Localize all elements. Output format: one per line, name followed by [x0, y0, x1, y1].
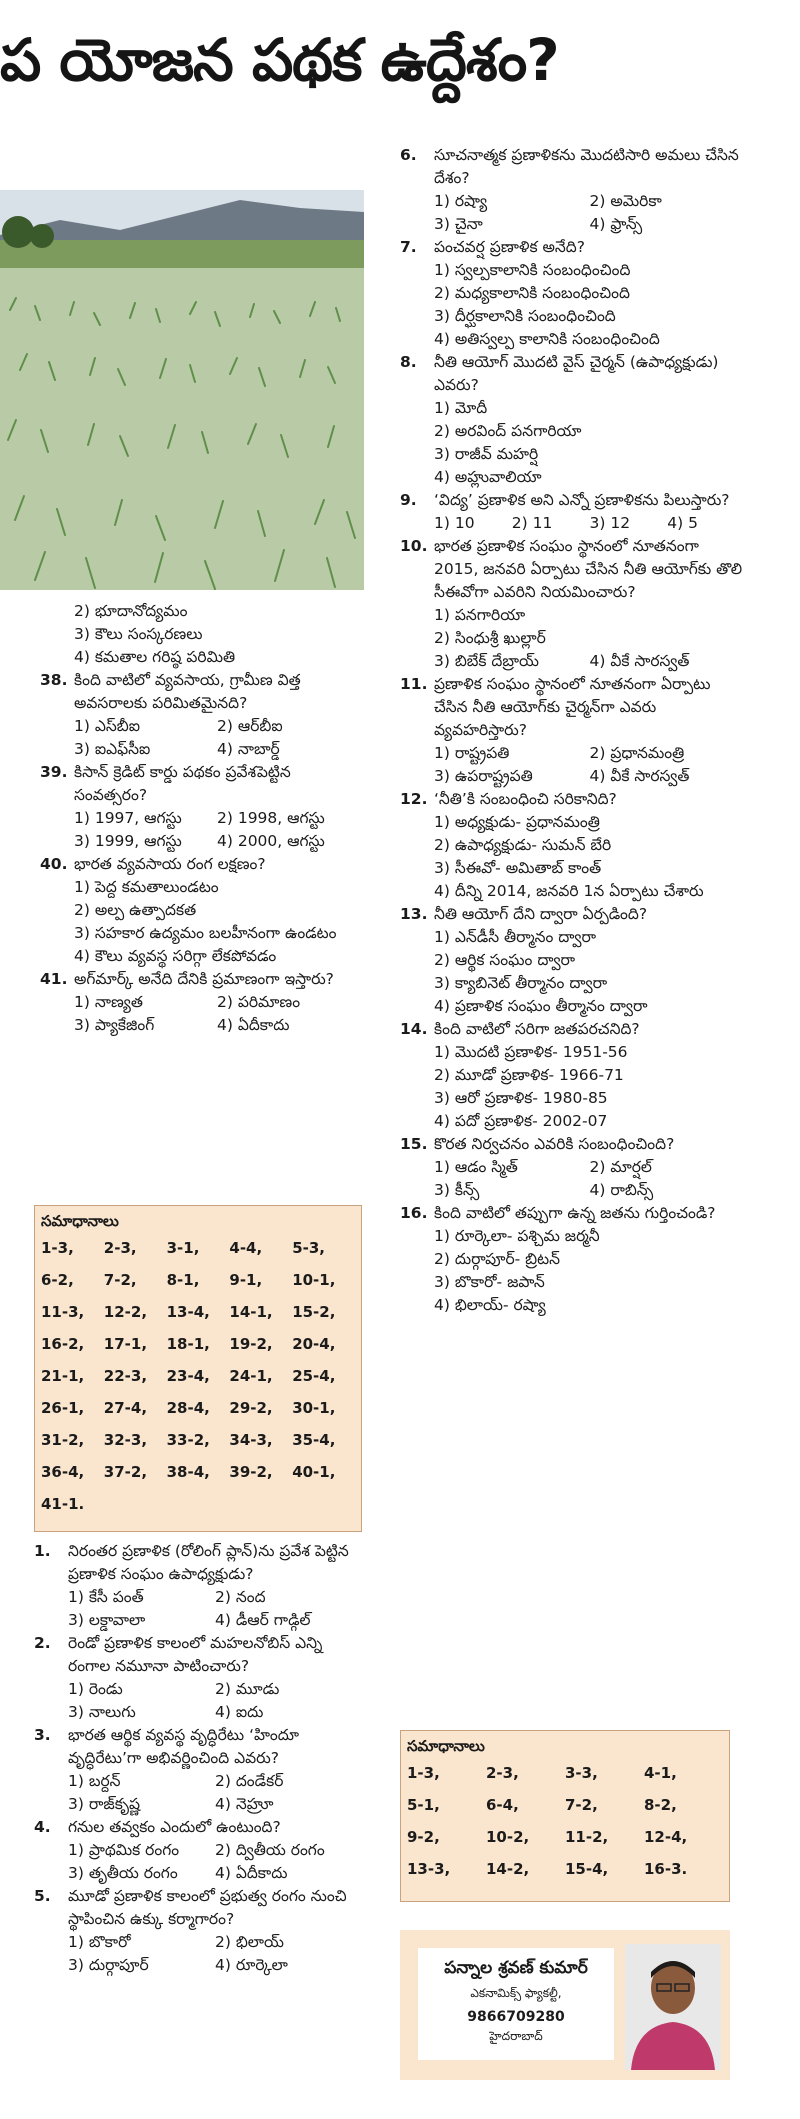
- question-number: 38.: [40, 671, 68, 689]
- option: 2) అల్ప ఉత్పాదకత: [74, 901, 197, 919]
- answer-item: 28-4,: [166, 1399, 210, 1417]
- question-number: 11.: [400, 675, 428, 693]
- question-number: 12.: [400, 790, 428, 808]
- option: 2) మూడో ప్రణాళిక- 1966-71: [434, 1066, 624, 1084]
- answer-item: 27-4,: [103, 1399, 148, 1417]
- answer-item: 19-2,: [229, 1335, 273, 1353]
- question-number: 14.: [400, 1020, 428, 1038]
- right-column: [400, 144, 745, 1317]
- question-text: భారత వ్యవసాయ రంగ లక్షణం?: [74, 855, 266, 873]
- author-role: ఎకనామిక్స్ ఫ్యాకల్టీ,: [470, 1986, 562, 2000]
- question-8: [400, 351, 745, 489]
- answer-item: 31-2,: [41, 1431, 85, 1449]
- answer-item: 8-1,: [166, 1271, 200, 1289]
- option: 3) సహకార ఉద్యమం బలహీనంగా ఉండటం: [74, 924, 337, 942]
- answer-item: 24-1,: [229, 1367, 273, 1385]
- option: 3) ఉపరాష్ట్రపతి: [434, 767, 533, 785]
- question-1: [34, 1540, 362, 1632]
- author-photo: [625, 1944, 721, 2070]
- question-text: అగ్‌మార్క్ అనేది దేనికి ప్రమాణంగా ఇస్తారు?: [74, 970, 334, 988]
- question-text: భారత ఆర్థిక వ్యవస్థ వృద్ధిరేటు ‘హిందూ వృద్ధిరేటు’గా అభివర్ణించింది ఎవరు?: [68, 1726, 299, 1767]
- question-number: 7.: [400, 238, 417, 256]
- question-text: కింది వాటిలో వ్యవసాయ, గ్రామీణ విత్త అవసరాలకు పరిమితమైనది?: [74, 671, 301, 712]
- question-38: [40, 669, 360, 761]
- question-text: సూచనాత్మక ప్రణాళికను మొదటిసారి అమలు చేసిన దేశం?: [434, 146, 739, 187]
- option: 2) మధ్యకాలానికి సంబంధించింది: [434, 284, 630, 302]
- option: 3) కీన్స్: [434, 1181, 480, 1199]
- answer-item: 3-1,: [166, 1239, 200, 1257]
- question-number: 15.: [400, 1135, 428, 1153]
- option: 1) అధ్యక్షుడు- ప్రధానమంత్రి: [434, 813, 600, 831]
- author-phone: 9866709280: [467, 2009, 565, 2025]
- option: 3) లక్డావాలా: [68, 1611, 146, 1629]
- option: 3) రాజ్‌కృష్ణ: [68, 1795, 141, 1813]
- answer-item: 15-2,: [292, 1303, 336, 1321]
- answer-item: 36-4,: [41, 1463, 85, 1481]
- option: 4) డీఆర్ గాడ్గిల్: [215, 1611, 311, 1629]
- question-text: గనుల తవ్వకం ఎందులో ఉంటుంది?: [68, 1818, 281, 1836]
- answer-item: 20-4,: [292, 1335, 336, 1353]
- answer-item: 5-3,: [292, 1239, 325, 1257]
- answer-item: 11-2,: [565, 1828, 609, 1846]
- question-text: నీతి ఆయోగ్ దేని ద్వారా ఏర్పడింది?: [434, 905, 648, 923]
- option: 4) నాబార్డ్: [217, 740, 280, 758]
- answer-item: 12-2,: [103, 1303, 148, 1321]
- option: 4) పదో ప్రణాళిక- 2002-07: [434, 1112, 608, 1130]
- answer-item: 2-3,: [486, 1764, 519, 1782]
- question-15: [400, 1133, 745, 1202]
- answer-item: 32-3,: [103, 1431, 148, 1449]
- answer-item: 22-3,: [103, 1367, 148, 1385]
- answer-item: 30-1,: [292, 1399, 336, 1417]
- question-11: [400, 673, 745, 788]
- option: 3) 1999, ఆగస్టు: [74, 832, 182, 850]
- option: 4) నెహ్రూ: [215, 1795, 274, 1813]
- option: 1) రాష్ట్రపతి: [434, 744, 510, 762]
- answer-item: 5-1,: [407, 1796, 440, 1814]
- q37-tail-options: [74, 600, 360, 669]
- paddy-field-illustration: [0, 190, 364, 590]
- option: 3) కౌలు సంస్కరణలు: [74, 625, 203, 643]
- left-column: [40, 600, 360, 1037]
- option: 2) అమెరికా: [589, 192, 662, 210]
- option: 1) 10: [434, 514, 475, 532]
- option: 2) ఉపాధ్యక్షుడు- సుమన్ బేరి: [434, 836, 612, 854]
- option: 1) రెండు: [68, 1680, 123, 1698]
- answers-title: సమాధానాలు: [407, 1737, 485, 1755]
- option: 4) ఏదీకాదు: [217, 1016, 290, 1034]
- answer-item: 38-4,: [166, 1463, 210, 1481]
- option: 3) ఆరో ప్రణాళిక- 1980-85: [434, 1089, 608, 1107]
- answers-grid: [401, 1761, 729, 1887]
- option: 4) 5: [667, 514, 698, 532]
- question-9: [400, 489, 745, 535]
- question-5: [34, 1885, 362, 1977]
- option: 2) భూదానోద్యమం: [74, 602, 188, 620]
- answer-item: 13-4,: [166, 1303, 210, 1321]
- option: 3) నాలుగు: [68, 1703, 136, 1721]
- answer-item: 21-1,: [41, 1367, 85, 1385]
- author-name: పన్నాల శ్రవణ్ కుమార్: [444, 1958, 588, 1978]
- answers-box-1: [34, 1205, 362, 1532]
- question-39: [40, 761, 360, 853]
- question-text: కిసాన్ క్రెడిట్ కార్డు పథకం ప్రవేశపెట్టిన సంవత్సరం?: [74, 763, 291, 804]
- question-text: నిరంతర ప్రణాళిక (రోలింగ్ ప్లాన్)ను ప్రవేశ పెట్టిన ప్రణాళిక సంఘం ఉపాధ్యక్షుడు?: [68, 1542, 349, 1583]
- option: 3) బొకారో- జపాన్: [434, 1273, 545, 1291]
- option: 2) పరిమాణం: [217, 993, 301, 1011]
- option: 1) 1997, ఆగస్టు: [74, 809, 182, 827]
- option: 2) భిలాయ్: [215, 1933, 284, 1951]
- answer-item: 9-1,: [229, 1271, 263, 1289]
- question-number: 16.: [400, 1204, 428, 1222]
- question-3: [34, 1724, 362, 1816]
- answer-item: 14-2,: [486, 1860, 530, 1878]
- paddy-field-photo: [0, 190, 364, 590]
- question-14: [400, 1018, 745, 1133]
- question-text: కొరత నిర్వచనం ఎవరికి సంబంధించింది?: [434, 1135, 675, 1153]
- option: 3) దీర్ఘకాలానికి సంబంధించింది: [434, 307, 616, 325]
- answer-item: 23-4,: [166, 1367, 210, 1385]
- question-text: ‘విద్య’ ప్రణాళిక అని ఎన్నో ప్రణాళికను పిలుస్తారు?: [434, 491, 730, 509]
- answer-item: 14-1,: [229, 1303, 273, 1321]
- question-number: 1.: [34, 1542, 51, 1560]
- answers-box-2: [400, 1730, 730, 1902]
- question-16: [400, 1202, 745, 1317]
- answer-item: 6-2,: [41, 1271, 74, 1289]
- answer-item: 10-2,: [486, 1828, 530, 1846]
- question-10: [400, 535, 745, 673]
- question-number: 10.: [400, 537, 428, 555]
- option: 2) ఆర్‌బీఐ: [217, 717, 283, 735]
- option: 1) పెద్ద కమతాలుండటం: [74, 878, 219, 896]
- option: 1) బొకారో: [68, 1933, 131, 1951]
- question-number: 41.: [40, 970, 68, 988]
- option: 3) ఐఎఫ్‌సీఐ: [74, 740, 151, 758]
- option: 3) 12: [589, 514, 631, 532]
- answer-item: 11-3,: [41, 1303, 85, 1321]
- question-7: [400, 236, 745, 351]
- answer-item: 29-2,: [229, 1399, 273, 1417]
- option: 1) ఎన్‌డీసీ తీర్మానం ద్వారా: [434, 928, 597, 946]
- option: 4) అహ్లువాలియా: [434, 468, 542, 486]
- question-40: [40, 853, 360, 968]
- question-text: పంచవర్ష ప్రణాళిక అనేది?: [434, 238, 585, 256]
- option: 4) వీకే సారస్వత్: [589, 767, 690, 785]
- answers-title: సమాధానాలు: [41, 1212, 119, 1230]
- answer-item: 1-3,: [41, 1239, 74, 1257]
- question-number: 3.: [34, 1726, 51, 1744]
- option: 1) నాణ్యత: [74, 993, 143, 1011]
- question-number: 39.: [40, 763, 68, 781]
- answer-item: 3-3,: [565, 1764, 598, 1782]
- answer-item: 39-2,: [229, 1463, 273, 1481]
- option: 2) మూడు: [215, 1680, 280, 1698]
- answer-item: 41-1.: [41, 1495, 85, 1513]
- answer-item: 34-3,: [229, 1431, 273, 1449]
- option: 2) 11: [511, 514, 553, 532]
- question-text: ‘నీతి’కి సంబంధించి సరికానిది?: [434, 790, 617, 808]
- question-number: 5.: [34, 1887, 51, 1905]
- option: 2) 1998, ఆగస్టు: [217, 809, 325, 827]
- answer-item: 2-3,: [103, 1239, 137, 1257]
- question-number: 40.: [40, 855, 68, 873]
- question-text: భారత ప్రణాళిక సంఘం స్థానంలో నూతనంగా 2015, జనవరి ఏర్పాటు చేసిన నీతి ఆయోగ్‌కు తొలి సీఈవోగా ఎవరిని నియమించారు?: [434, 537, 743, 601]
- answers-grid: [35, 1236, 361, 1522]
- option: 1) రూర్కెలా- పశ్చిమ జర్మనీ: [434, 1227, 600, 1245]
- option: 2) ఆర్థిక సంఘం ద్వారా: [434, 951, 576, 969]
- question-text: రెండో ప్రణాళిక కాలంలో మహలనోబిస్ ఎన్ని రంగాల నమూనా పాటించారు?: [68, 1634, 323, 1675]
- option: 3) చైనా: [434, 215, 483, 233]
- option: 1) కేసీ పంత్: [68, 1588, 144, 1606]
- option: 1) మోదీ: [434, 399, 488, 417]
- answer-item: 17-1,: [103, 1335, 148, 1353]
- author-info: [418, 1948, 614, 2060]
- question-text: ప్రణాళిక సంఘం స్థానంలో నూతనంగా ఏర్పాటు చేసిన నీతి ఆయోగ్‌కు చైర్మన్‌గా ఎవరు వ్యవహరిస్తారు?: [434, 675, 711, 739]
- question-text: కింది వాటిలో సరిగా జతపరచనిది?: [434, 1020, 640, 1038]
- option: 2) దుర్గాపూర్- బ్రిటన్: [434, 1250, 560, 1268]
- option: 2) నంద: [215, 1588, 266, 1606]
- answer-item: 18-1,: [166, 1335, 210, 1353]
- answer-item: 37-2,: [103, 1463, 148, 1481]
- answer-item: 7-2,: [565, 1796, 598, 1814]
- option: 3) ప్యాకేజింగ్: [74, 1016, 155, 1034]
- question-number: 6.: [400, 146, 417, 164]
- option: 1) ఎస్‌బీఐ: [74, 717, 140, 735]
- author-card: [400, 1930, 730, 2080]
- option: 2) అరవింద్ పనగారియా: [434, 422, 582, 440]
- option: 4) ప్రణాళిక సంఘం తీర్మానం ద్వారా: [434, 997, 648, 1015]
- question-number: 9.: [400, 491, 417, 509]
- question-2: [34, 1632, 362, 1724]
- option: 4) అతిస్వల్ప కాలానికి సంబంధించింది: [434, 330, 660, 348]
- option: 1) బర్దన్: [68, 1772, 121, 1790]
- option: 1) పనగారియా: [434, 606, 526, 624]
- answer-item: 16-3.: [644, 1860, 688, 1878]
- option: 3) సీఈవో- అమితాబ్ కాంత్: [434, 859, 602, 877]
- option: 4) ఏదీకాదు: [215, 1864, 288, 1882]
- option: 3) రాజీవ్ మహర్షి: [434, 445, 539, 463]
- question-13: [400, 903, 745, 1018]
- option: 3) క్యాబినెట్ తీర్మానం ద్వారా: [434, 974, 608, 992]
- answer-item: 13-3,: [407, 1860, 451, 1878]
- option: 4) రూర్కెలా: [215, 1956, 288, 1974]
- option: 2) మార్షల్: [589, 1158, 652, 1176]
- question-number: 4.: [34, 1818, 51, 1836]
- answer-item: 12-4,: [644, 1828, 688, 1846]
- option: 4) 2000, ఆగస్టు: [217, 832, 325, 850]
- option: 3) తృతీయ రంగం: [68, 1864, 178, 1882]
- answer-item: 16-2,: [41, 1335, 85, 1353]
- question-4: [34, 1816, 362, 1885]
- option: 3) బిబేక్ దేబ్రాయ్: [434, 652, 539, 670]
- question-text: నీతి ఆయోగ్ మొదటి వైస్ చైర్మన్ (ఉపాధ్యక్షుడు) ఎవరు?: [434, 353, 719, 394]
- option: 4) కౌలు వ్యవస్థ సరిగ్గా లేకపోవడం: [74, 947, 277, 965]
- option: 1) ఆడం స్మిత్: [434, 1158, 518, 1176]
- question-41: [40, 968, 360, 1037]
- answer-item: 7-2,: [103, 1271, 137, 1289]
- option: 4) రాబిన్స్: [589, 1181, 654, 1199]
- answer-item: 25-4,: [292, 1367, 336, 1385]
- answer-item: 15-4,: [565, 1860, 609, 1878]
- option: 4) వీకే సారస్వత్: [589, 652, 690, 670]
- answer-item: 9-2,: [407, 1828, 440, 1846]
- answer-item: 35-4,: [292, 1431, 336, 1449]
- option: 1) రష్యా: [434, 192, 488, 210]
- answer-item: 6-4,: [486, 1796, 519, 1814]
- option: 2) ప్రధానమంత్రి: [589, 744, 685, 762]
- answer-item: 4-1,: [644, 1764, 677, 1782]
- question-number: 8.: [400, 353, 417, 371]
- question-number: 2.: [34, 1634, 51, 1652]
- question-text: మూడో ప్రణాళిక కాలంలో ప్రభుత్వ రంగం నుంచి స్థాపించిన ఉక్కు కర్మాగారం?: [68, 1887, 347, 1928]
- question-text: కింది వాటిలో తప్పుగా ఉన్న జతను గుర్తించండి?: [434, 1204, 716, 1222]
- option: 4) దీన్ని 2014, జనవరి 1న ఏర్పాటు చేశారు: [434, 882, 704, 900]
- option: 2) సింధుశ్రీ ఖుల్లార్: [434, 629, 546, 647]
- option: 1) ప్రాథమిక రంగం: [68, 1841, 180, 1859]
- author-city: హైదరాబాద్: [489, 2029, 543, 2043]
- option: 4) భిలాయ్- రష్యా: [434, 1296, 546, 1314]
- option: 2) ద్వితీయ రంగం: [215, 1841, 325, 1859]
- answer-item: 1-3,: [407, 1764, 440, 1782]
- option: 1) మొదటి ప్రణాళిక- 1951-56: [434, 1043, 628, 1061]
- answer-item: 4-4,: [229, 1239, 263, 1257]
- answer-item: 40-1,: [292, 1463, 336, 1481]
- answer-item: 10-1,: [292, 1271, 336, 1289]
- option: 4) ఫ్రాన్స్: [589, 215, 643, 233]
- question-number: 13.: [400, 905, 428, 923]
- option: 3) దుర్గాపూర్: [68, 1956, 149, 1974]
- option: 2) దండేకర్: [215, 1772, 284, 1790]
- question-12: [400, 788, 745, 903]
- answer-item: 33-2,: [166, 1431, 210, 1449]
- option: 4) కమతాల గరిష్ఠ పరిమితి: [74, 648, 236, 666]
- option: 1) స్వల్పకాలానికి సంబంధించింది: [434, 261, 631, 279]
- left-column-lower: [34, 1540, 362, 1977]
- headline: ప యోజన పథక ఉద్దేశం?: [0, 26, 559, 94]
- option: 4) ఐదు: [215, 1703, 264, 1721]
- question-6: [400, 144, 745, 236]
- answer-item: 8-2,: [644, 1796, 677, 1814]
- answer-item: 26-1,: [41, 1399, 85, 1417]
